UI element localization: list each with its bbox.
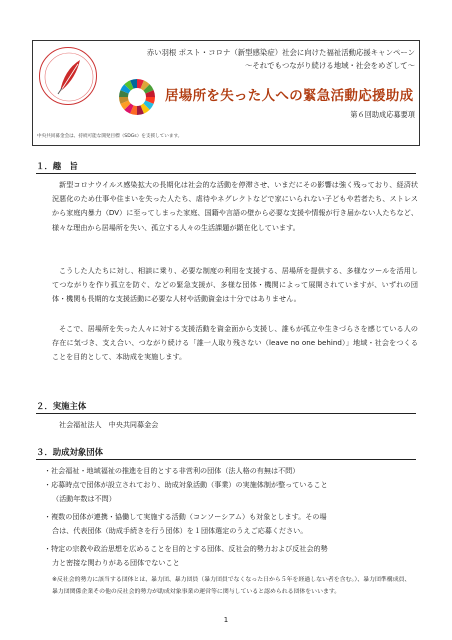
page-number: 1 bbox=[223, 616, 229, 624]
sdgs-footnote: 中央共同募金会は、持続可能な開発目標（SDGs）を支援しています。 bbox=[37, 134, 183, 139]
sdgs-wheel-icon bbox=[117, 77, 157, 117]
feather-icon bbox=[40, 48, 98, 106]
edition-label: 第６回助成応募要項 bbox=[350, 110, 415, 119]
eligibility-item: ・特定の宗教や政治思想を広めることを目的とする団体、反社会的勢力および反社会的勢 bbox=[44, 544, 328, 553]
organizer-name: 社会福祉法人 中央共同募金会 bbox=[59, 420, 159, 429]
section-heading-purpose: １．趣 旨 bbox=[36, 160, 416, 174]
eligibility-item: （活動年数は不問） bbox=[52, 494, 116, 503]
purpose-paragraph-1: 新型コロナウイルス感染拡大の長期化は社会的な活動を停滞させ、いまだにその影響は強く残っており、経済状況悪化のため仕事や住まいを失った人たち、虐待やネグレクトなどで家にいられない子どもや若者たち、ストレスから家庭内暴力（DV）に至ってしまった家庭、国籍や言語の壁から必要な支援や情報が行き届かない人たちなど、様々な理由から居場所を失い、孤立する人々の生活課題が顕在化しています。 bbox=[52, 180, 418, 232]
campaign-subtitle: 〜それでもつながり続ける地域・社会をめざして〜 bbox=[245, 61, 415, 70]
page-title: 居場所を失った人への緊急活動応援助成 bbox=[165, 88, 414, 104]
eligibility-item: 力と密接な関わりがある団体でないこと bbox=[52, 558, 180, 567]
red-feather-logo bbox=[39, 47, 97, 105]
eligibility-item: ・複数の団体が連携・協働して実施する活動（コンソーシアム）も対象とします。その場 bbox=[44, 512, 327, 521]
header-box bbox=[32, 40, 420, 146]
campaign-name: 赤い羽根 ポスト・コロナ（新型感染症）社会に向けた福祉活動応援キャンペーン bbox=[146, 48, 415, 57]
purpose-paragraph-2: こうした人たちに対し、相談に乗り、必要な制度の利用を支援する、居場所を提供する、多様なツールを活用してつながりを作り孤立を防ぐ、などの緊急支援が、多様な団体・機関によって展開されていますが、いずれの団体・機関も長期的な支援活動に必要な人材や活動資金は十分ではありません。 bbox=[52, 266, 418, 304]
eligibility-item: ・応募時点で団体が設立されており、助成対象活動（事業）の実施体制が整っていること bbox=[44, 480, 328, 489]
section-heading-eligible: ３．助成対象団体 bbox=[36, 446, 416, 460]
purpose-paragraph-3: そこで、居場所を失った人々に対する支援活動を資金面から支援し、誰もが孤立や生きづらさを感じている人の存在に気づき、支え合い、つながり続ける「誰一人取り残さない（leave no one behind）」地域・社会をつくることを目的として、本助成を実施します。 bbox=[52, 324, 418, 362]
eligibility-item: 合は、代表団体（助成手続きを行う団体）を１団体選定のうえご応募ください。 bbox=[52, 526, 308, 535]
section-heading-organizer: ２．実施主体 bbox=[36, 400, 416, 414]
eligibility-item: ・社会福祉・地域福祉の推進を目的とする非営利の団体（法人格の有無は不問） bbox=[44, 466, 300, 475]
antisocial-note: ※反社会的勢力に該当する団体とは、暴力団、暴力団員（暴力団員でなくなった日から５年を経過しない者を含む。）、暴力団準構成員、暴力団関係企業その他の反社会的勢力が助成対象事業の運営等に関与していると認められる団体をいいます。 bbox=[52, 577, 411, 595]
